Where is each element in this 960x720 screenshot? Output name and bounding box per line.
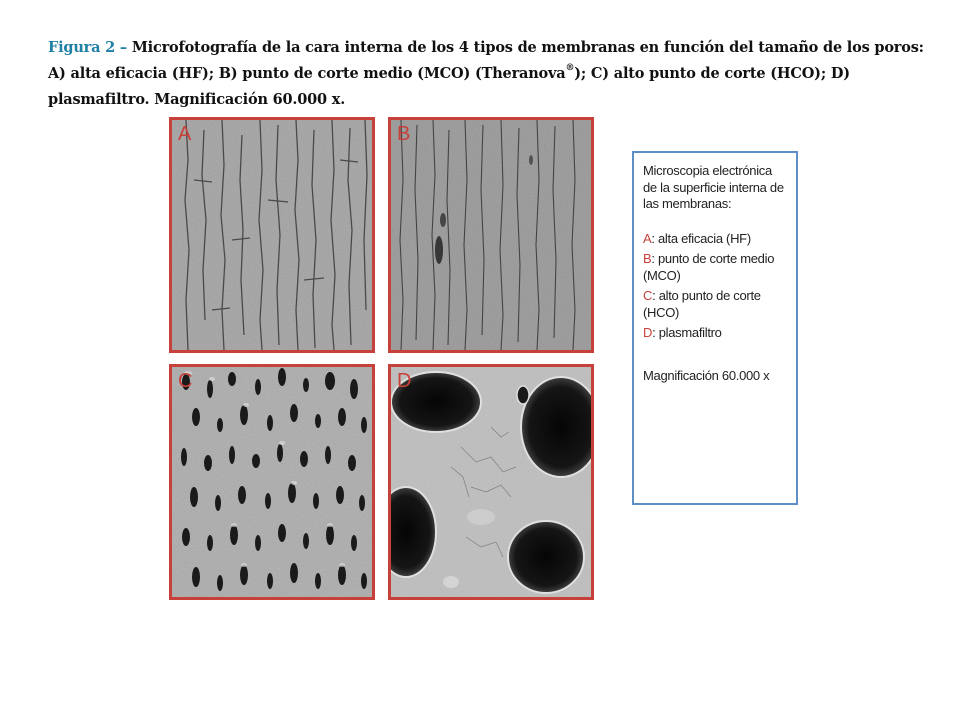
micrograph-mco-image — [391, 120, 591, 350]
registered-mark: ® — [565, 63, 575, 73]
legend-letter-a: A — [643, 230, 652, 246]
micrograph-panel-d — [388, 364, 594, 600]
legend-text-d: : plasmafiltro — [652, 325, 722, 340]
figure-label: Figura 2 – — [48, 39, 127, 56]
micrograph-hco-image — [172, 367, 372, 597]
caption-text-part1: Microfotografía de la cara interna de los 4 tipos de membranas en función del tamaño de los poros: A) alta eficacia (HF); B) punto de corte medio (MCO) (Theranova — [48, 39, 924, 82]
micrograph-hf-image — [172, 120, 372, 350]
figure-caption — [48, 35, 928, 113]
micrograph-panel-c — [169, 364, 375, 600]
legend-box — [632, 151, 798, 505]
legend-text-a: : alta eficacia (HF) — [651, 230, 751, 246]
legend-text-b: : punto de corte medio (MCO) — [643, 251, 775, 283]
legend-text-c: : alto punto de corte (HCO) — [643, 288, 761, 320]
legend-intro: Microscopia electrónica de la superficie interna de las membranas: — [643, 163, 784, 211]
micrograph-panel-a — [169, 117, 375, 353]
legend-letter-b: B — [643, 251, 652, 266]
legend-letter-c: C — [643, 288, 653, 303]
panel-letter-a: A — [178, 123, 192, 145]
panel-letter-b: B — [397, 123, 411, 145]
panel-letter-c: C — [178, 370, 193, 392]
micrograph-panel-b — [388, 117, 594, 353]
legend-item-d — [643, 325, 788, 342]
caption-text-part2: ); C) alto punto de corte (HCO); D) plasmafiltro. Magnificación 60.000 x. — [48, 65, 850, 108]
legend-magnification: Magnificación 60.000 x — [643, 367, 770, 383]
legend-item-b — [643, 251, 788, 284]
panel-letter-d: D — [397, 370, 412, 392]
legend-item-a — [643, 231, 788, 248]
legend-letter-d: D — [643, 325, 653, 340]
micrograph-plasmafilter-image — [391, 367, 591, 597]
legend-item-c — [643, 288, 788, 321]
